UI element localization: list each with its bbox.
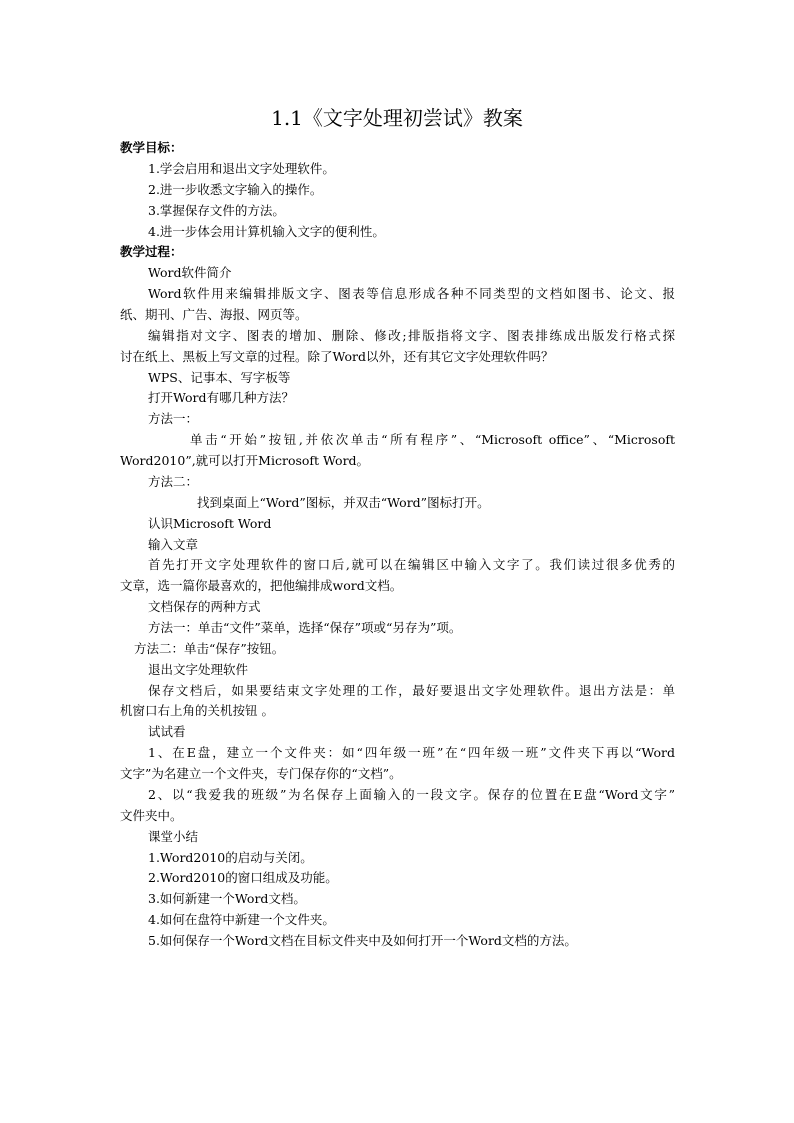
paragraph-line: 课堂小结 bbox=[148, 829, 199, 844]
paragraph-line: 1、在E盘，建立一个文件夹：如“四年级一班”在“四年级一班”文件夹下再以“Word bbox=[148, 745, 675, 760]
summary-item: 1.Word2010的启动与关闭。 bbox=[148, 850, 313, 865]
paragraph-line: 输入文章 bbox=[148, 537, 199, 552]
paragraph-line: Word软件用来编辑排版文字、图表等信息形成各种不同类型的文档如图书、论文、报 bbox=[148, 286, 675, 301]
paragraph-line: 打开Word有哪几种方法？ bbox=[148, 390, 295, 405]
summary-item: 5.如何保存一个Word文档在目标文件夹中及如何打开一个Word文档的方法。 bbox=[148, 933, 577, 948]
objective-item: 3.掌握保存文件的方法。 bbox=[148, 203, 285, 218]
paragraph-line: 机窗口右上角的关机按钮 。 bbox=[120, 703, 274, 718]
paragraph-line: 方法一： bbox=[148, 411, 199, 426]
paragraph-line: 纸、期刊、广告、海报、网页等。 bbox=[120, 307, 308, 322]
objective-item: 4.进一步体会用计算机输入文字的便利性。 bbox=[148, 224, 385, 239]
summary-item: 4.如何在盘符中新建一个文件夹。 bbox=[148, 912, 335, 927]
paragraph-line: Word软件简介 bbox=[148, 265, 232, 280]
paragraph-line: Word2010”,就可以打开Microsoft Word。 bbox=[120, 453, 370, 468]
objective-item: 1.学会启用和退出文字处理软件。 bbox=[148, 161, 335, 176]
paragraph-line: 保存文档后，如果要结束文字处理的工作，最好要退出文字处理软件。退出方法是：单 bbox=[148, 683, 675, 698]
paragraph-line: 文字”为名建立一个文件夹，专门保存你的“文档”。 bbox=[120, 766, 402, 781]
paragraph-line: 文档保存的两种方式 bbox=[148, 599, 261, 614]
paragraph-line: 编辑指对文字、图表的增加、删除、修改;排版指将文字、图表排练成出版发行格式探 bbox=[148, 328, 675, 343]
paragraph-line: 方法一：单击“文件”菜单，选择“保存”项或“另存为”项。 bbox=[148, 620, 462, 635]
paragraph-line: 找到桌面上“Word”图标，并双击“Word”图标打开。 bbox=[197, 495, 490, 510]
paragraph-line: 2、以“我爱我的班级”为名保存上面输入的一段文字。保存的位置在E盘“Word文字” bbox=[148, 787, 675, 802]
paragraph-line: 方法二： bbox=[148, 474, 199, 489]
paragraph-line: 文件夹中。 bbox=[120, 808, 183, 823]
objective-item: 2.进一步收悉文字输入的操作。 bbox=[148, 182, 323, 197]
paragraph-line: WPS、记事本、写字板等 bbox=[148, 370, 291, 385]
summary-item: 2.Word2010的窗口组成及功能。 bbox=[148, 870, 338, 885]
paragraph-line: 退出文字处理软件 bbox=[148, 662, 249, 677]
summary-item: 3.如何新建一个Word文档。 bbox=[148, 891, 306, 906]
paragraph-line: 单击“开始”按钮,并依次单击“所有程序”、“Microsoft office”、“Microsoft bbox=[190, 432, 675, 447]
paragraph-line: 认识Microsoft Word bbox=[148, 516, 272, 531]
paragraph-line: 讨在纸上、黑板上写文章的过程。除了Word以外，还有其它文字处理软件吗？ bbox=[120, 349, 554, 364]
document-title: 1.1《文字处理初尝试》教案 bbox=[271, 106, 523, 130]
paragraph-line: 试试看 bbox=[148, 724, 186, 739]
paragraph-line: 首先打开文字处理软件的窗口后,就可以在编辑区中输入文字了。我们读过很多优秀的 bbox=[148, 557, 675, 572]
paragraph-line: 方法二：单击“保存”按钮。 bbox=[134, 641, 285, 656]
section-heading-process: 教学过程： bbox=[120, 244, 183, 259]
section-heading-objectives: 教学目标： bbox=[120, 140, 183, 155]
paragraph-line: 文章，选一篇你最喜欢的，把他编排成word文档。 bbox=[120, 578, 403, 593]
